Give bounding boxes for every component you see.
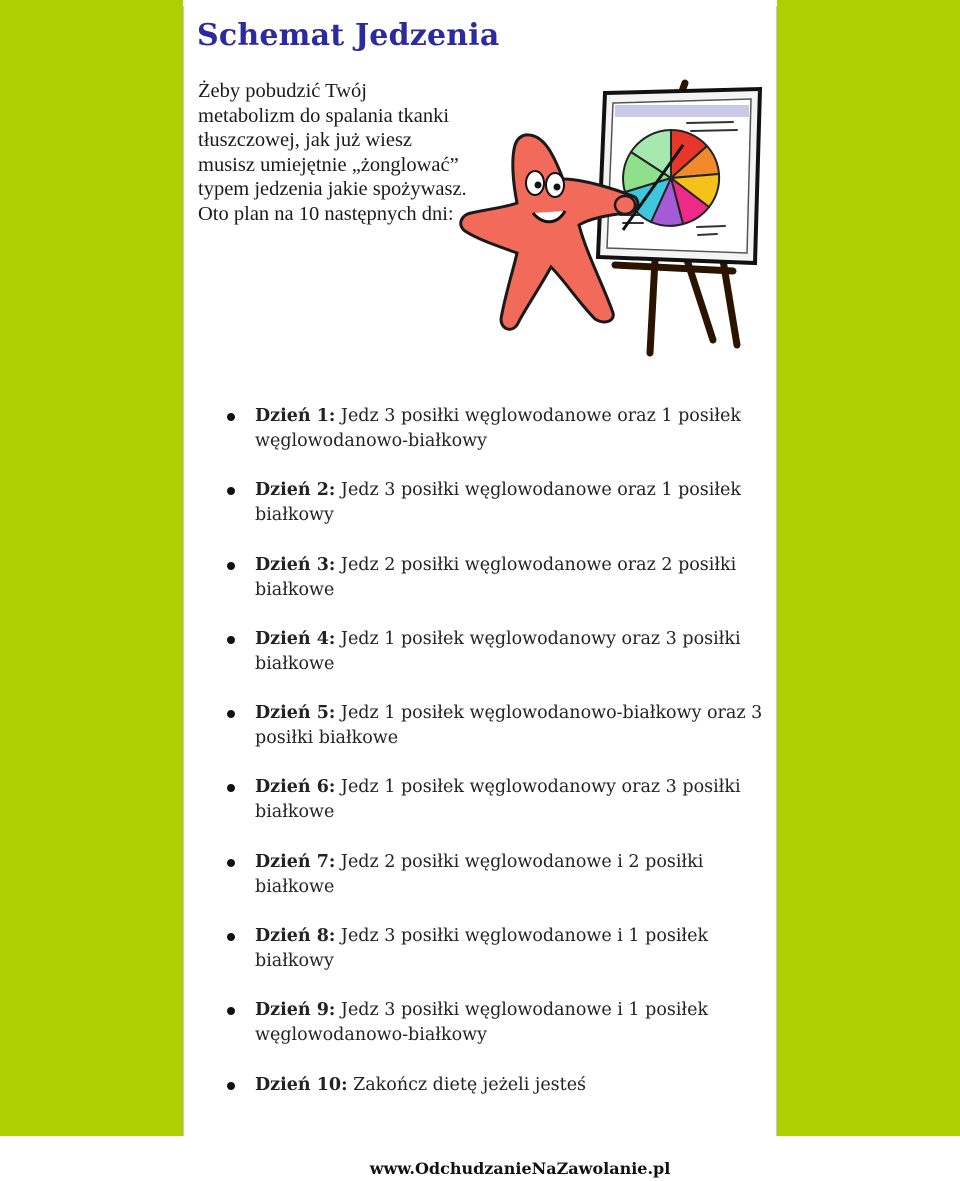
day-text: Jedz 3 posiłki węglowodanowe i 1 posiłek białkowy <box>255 926 709 972</box>
list-item <box>223 627 771 701</box>
day-text: Jedz 2 posiłki węglowodanowe i 2 posiłki białkowe <box>255 851 704 897</box>
day-text: Jedz 1 posiłek węglowodanowo-białkowy oraz 3 posiłki białkowe <box>255 703 763 749</box>
intro-paragraph: Żeby pobudzić Twój metabolizm do spalania tkanki tłuszczowej, jak już wiesz musisz umiejętnie „żonglować” typem jedzenia jakie spożywasz. Oto plan na 10 następnych dni: <box>198 80 467 225</box>
bullet-icon <box>227 636 235 644</box>
bullet-icon <box>227 562 235 570</box>
bullet-icon <box>227 413 235 421</box>
day-label: Dzień 3: <box>255 554 336 575</box>
bullet-icon <box>227 1082 235 1090</box>
list-item <box>223 998 771 1072</box>
bullet-icon <box>227 859 235 867</box>
day-text: Jedz 1 posiłek węglowodanowy oraz 3 posiłki białkowe <box>255 777 741 823</box>
list-item <box>223 850 771 924</box>
footer-website: www.OdchudzanieNaZawolanie.pl <box>369 1159 671 1178</box>
day-text: Jedz 3 posiłki węglowodanowe oraz 1 posiłek węglowodanowo-białkowy <box>255 406 742 451</box>
day-text: Jedz 3 posiłki węglowodanowe i 1 posiłek węglowodanowo-białkowy <box>255 1000 709 1046</box>
starfish-presenting-pie-chart-icon <box>455 75 770 360</box>
day-text: Jedz 3 posiłki węglowodanowe oraz 1 posiłek białkowy <box>255 480 742 526</box>
bullet-icon <box>227 933 235 941</box>
list-item <box>223 775 771 849</box>
day-text: Zakończ dietę jeżeli jesteś <box>347 1074 587 1095</box>
day-label: Dzień 7: <box>255 851 336 872</box>
list-item <box>223 478 771 552</box>
page-title: Schemat Jedzenia <box>197 18 500 53</box>
day-label: Dzień 4: <box>255 628 336 649</box>
bullet-icon <box>227 784 235 792</box>
day-text: Jedz 1 posiłek węglowodanowy oraz 3 posiłki białkowe <box>255 628 741 674</box>
list-item <box>223 1073 771 1147</box>
day-text: Jedz 2 posiłki węglowodanowe oraz 2 posiłki białkowe <box>255 554 737 600</box>
day-label: Dzień 9: <box>255 1000 336 1021</box>
bullet-icon <box>227 487 235 495</box>
list-item <box>223 553 771 627</box>
list-item <box>223 404 771 478</box>
list-item <box>223 924 771 998</box>
left-green-border <box>0 0 183 1136</box>
right-green-border <box>777 0 960 1136</box>
day-label: Dzień 1: <box>255 406 336 426</box>
bullet-icon <box>227 1007 235 1015</box>
day-label: Dzień 8: <box>255 926 336 947</box>
list-item <box>223 701 771 775</box>
meal-plan-list <box>223 404 771 1147</box>
day-label: Dzień 2: <box>255 480 336 501</box>
day-label: Dzień 10: <box>255 1074 348 1095</box>
bullet-icon <box>227 710 235 718</box>
day-label: Dzień 6: <box>255 777 336 798</box>
day-label: Dzień 5: <box>255 703 336 724</box>
